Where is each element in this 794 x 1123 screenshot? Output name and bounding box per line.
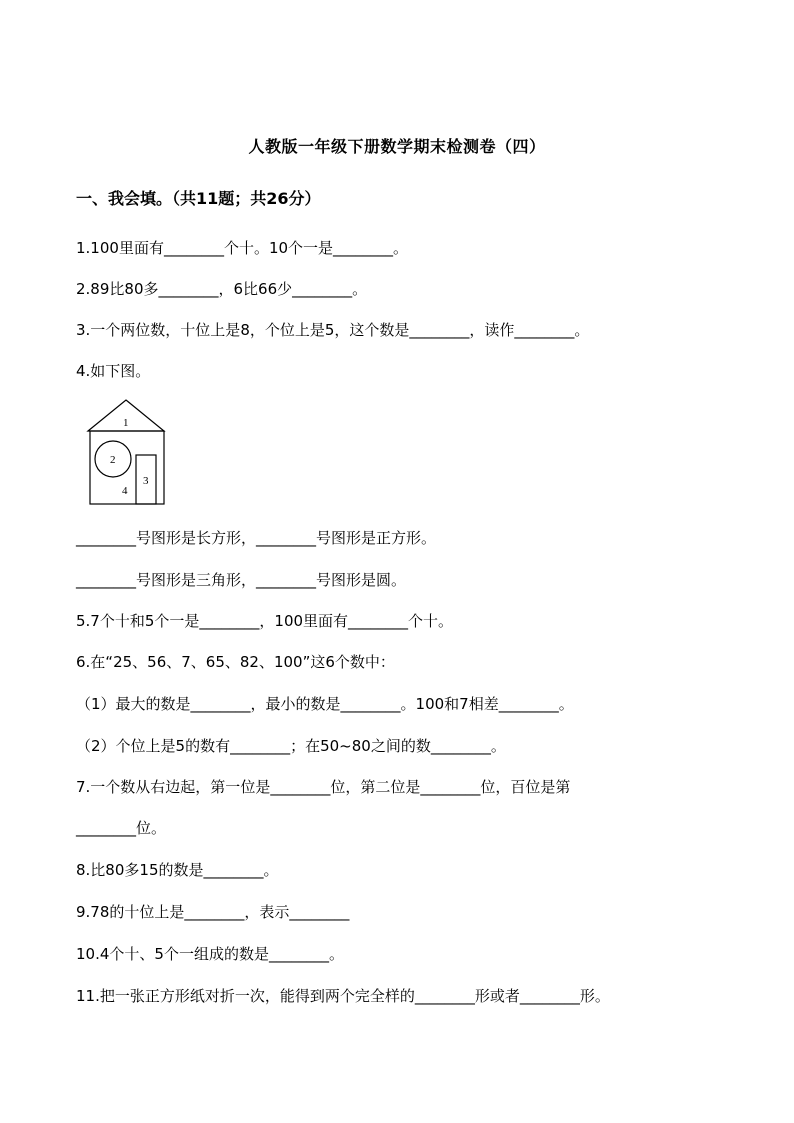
question-5: 5.7个十和5个一是________，100里面有________个十。 — [76, 612, 454, 630]
question-9: 9.78的十位上是________，表示________ — [76, 903, 350, 921]
figure-label-3: 3 — [143, 475, 149, 487]
question-6: 6.在“25、56、7、65、82、100”这6个数中： — [76, 653, 395, 671]
question-7: 7.一个数从右边起，第一位是________位，第二位是________位，百位是第 — [76, 778, 571, 796]
question-4-line-2: ________号图形是三角形，________号图形是圆。 — [76, 571, 407, 589]
question-6-part-1: （1）最大的数是________，最小的数是________。100和7相差________。 — [76, 695, 574, 713]
question-8: 8.比80多15的数是________。 — [76, 861, 279, 879]
question-1: 1.100里面有________个十。10个一是________。 — [76, 239, 409, 257]
section-heading: 一、我会填。（共11题；共26分） — [76, 189, 321, 208]
question-4: 4.如下图。 — [76, 362, 151, 380]
house-figure — [84, 396, 174, 508]
question-10: 10.4个十、5个一组成的数是________。 — [76, 945, 344, 963]
figure-label-1: 1 — [123, 417, 129, 429]
question-6-part-2: （2）个位上是5的数有________；在50~80之间的数________。 — [76, 737, 506, 755]
question-3: 3.一个两位数，十位上是8，个位上是5，这个数是________，读作________。 — [76, 321, 590, 339]
page-title: 人教版一年级下册数学期末检测卷（四） — [248, 137, 546, 156]
question-4-line-1: ________号图形是长方形，________号图形是正方形。 — [76, 529, 437, 547]
question-2: 2.89比80多________，6比66少________。 — [76, 280, 368, 298]
question-7-continued: ________位。 — [76, 819, 167, 837]
figure-label-4: 4 — [122, 485, 128, 497]
figure-label-2: 2 — [110, 454, 116, 466]
question-11: 11.把一张正方形纸对折一次，能得到两个完全样的________形或者________形。 — [76, 987, 610, 1005]
